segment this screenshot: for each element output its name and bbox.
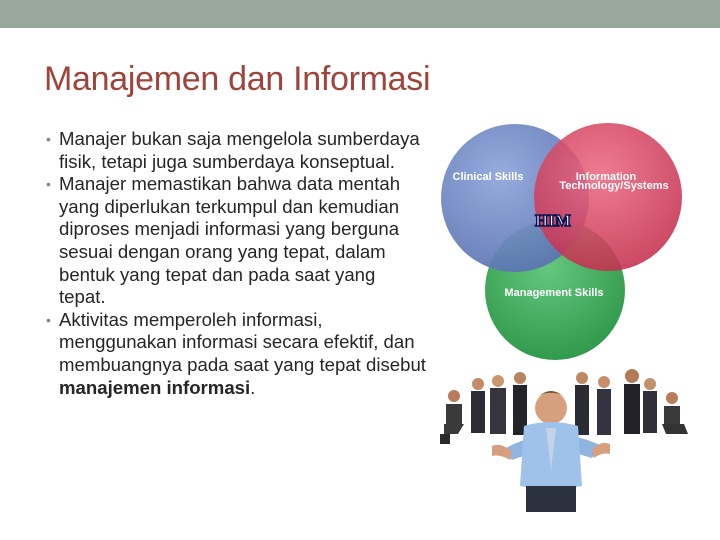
bullet-bold-text: manajemen informasi xyxy=(59,376,251,398)
business-people-image xyxy=(432,362,694,512)
person-seated-right xyxy=(662,392,688,434)
bullet-text: Manajer bukan saja mengelola sumberdaya fisik, tetapi juga sumberdaya konseptual. xyxy=(59,128,420,172)
information-circle xyxy=(534,123,682,271)
information-label-line1: Information xyxy=(575,171,637,183)
bullet-list xyxy=(46,128,426,399)
slide-title: Manajemen dan Informasi xyxy=(44,60,431,98)
top-bar xyxy=(0,0,720,28)
bullet-text: Aktivitas memperoleh informasi, menggunakan informasi secara efektif, dan membuangnya pada saat yang tepat disebut xyxy=(59,308,426,375)
venn-diagram xyxy=(432,122,682,362)
bullet-dot-icon: • xyxy=(46,311,51,328)
bullet-item xyxy=(46,173,426,309)
bullet-item xyxy=(46,128,426,173)
central-man xyxy=(492,391,610,512)
him-label: HIM xyxy=(535,211,571,230)
management-label: Management Skills xyxy=(504,287,604,299)
person-seated-left xyxy=(440,390,464,444)
bullet-item xyxy=(46,309,426,399)
bullet-dot-icon: • xyxy=(46,131,51,147)
bullet-text: Manajer memastikan bahwa data mentah yang diperlukan terkumpul dan kemudian diproses menjadi informasi yang berguna sesuai dengan orang yang tepat, dalam bentuk yang tepat dan pada saat yang tepat. xyxy=(59,173,401,308)
information-label-line2: Technology/Systems xyxy=(559,180,669,192)
bullet-tail: . xyxy=(250,376,256,398)
bullet-dot-icon: • xyxy=(46,176,51,193)
clinical-label: Clinical Skills xyxy=(452,171,524,183)
